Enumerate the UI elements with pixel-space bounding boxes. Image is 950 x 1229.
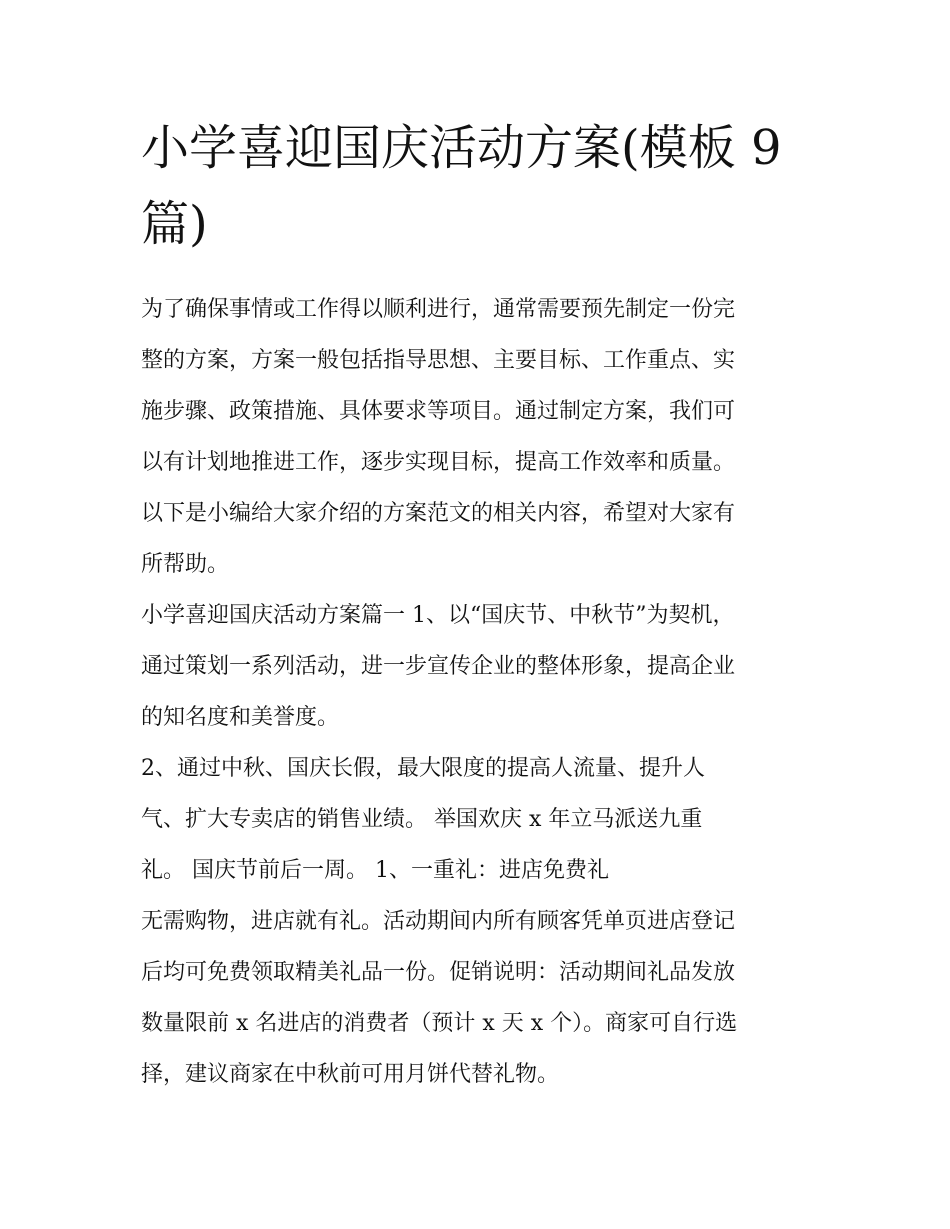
text-line: 小学喜迎国庆活动方案篇一 1、以“国庆节、中秋节”为契机， bbox=[141, 603, 735, 628]
text-line: 择，建议商家在中秋前可用月饼代替礼物。 bbox=[141, 1062, 560, 1087]
text-line: 施步骤、政策措施、具体要求等项目。通过制定方案，我们可 bbox=[141, 399, 736, 424]
text-line: 以有计划地推进工作，逐步实现目标，提高工作效率和质量。 bbox=[141, 450, 736, 475]
text-line: 数量限前 x 名进店的消费者（预计 x 天 x 个）。商家可自行选 bbox=[141, 1011, 738, 1036]
text-line: 以下是小编给大家介绍的方案范文的相关内容，希望对大家有 bbox=[141, 501, 736, 526]
text-line: 所帮助。 bbox=[141, 552, 230, 577]
text-line: 整的方案，方案一般包括指导思想、主要目标、工作重点、实 bbox=[141, 348, 736, 373]
text-line: 的知名度和美誉度。 bbox=[141, 705, 340, 730]
goal-two-paragraph bbox=[141, 743, 821, 896]
text-line: 礼。 国庆节前后一周。 1、一重礼：进店免费礼 bbox=[141, 858, 609, 883]
text-line: 无需购物，进店就有礼。活动期间内所有顾客凭单页进店登记 bbox=[141, 909, 736, 934]
title-line: 小学喜迎国庆活动方案(模板 9 bbox=[141, 120, 782, 176]
text-line: 气、扩大专卖店的销售业绩。 举国欢庆 x 年立马派送九重 bbox=[141, 807, 703, 832]
document-title bbox=[141, 110, 821, 262]
text-line: 为了确保事情或工作得以顺利进行，通常需要预先制定一份完 bbox=[141, 297, 736, 322]
text-line: 后均可免费领取精美礼品一份。促销说明：活动期间礼品发放 bbox=[141, 960, 736, 985]
section-one-paragraph bbox=[141, 590, 821, 743]
text-line: 2、通过中秋、国庆长假，最大限度的提高人流量、提升人 bbox=[141, 756, 705, 781]
gift-description-paragraph bbox=[141, 896, 821, 1100]
intro-paragraph bbox=[141, 284, 821, 590]
text-line: 通过策划一系列活动，进一步宣传企业的整体形象，提高企业 bbox=[141, 654, 736, 679]
title-line: 篇) bbox=[141, 196, 208, 252]
document-page bbox=[141, 110, 821, 1100]
